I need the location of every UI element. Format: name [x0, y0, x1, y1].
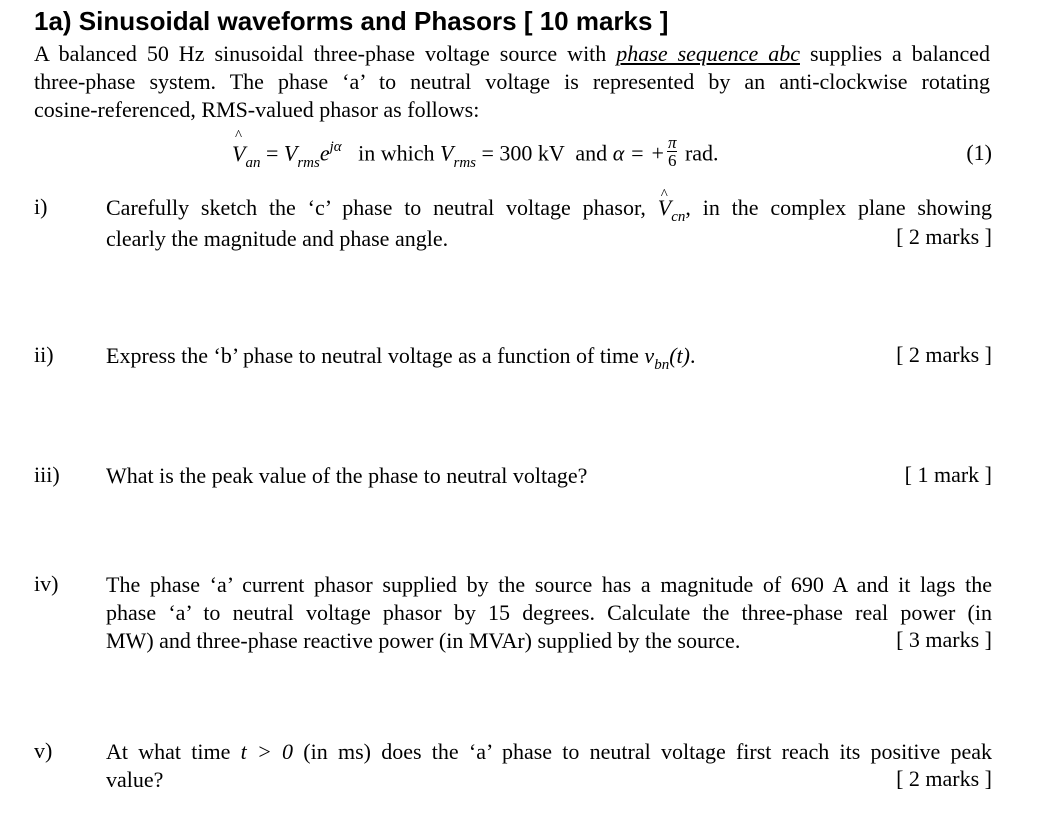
question-text-line-3: MW) and three-phase reactive power (in MVAr) supplied by the source.: [106, 628, 741, 653]
question-text-line-1: At what time t > 0 (in ms) does the ‘a’ phase to neutral voltage first reach its positive peak: [106, 739, 992, 764]
question-label: ii): [34, 342, 54, 367]
question-text-line-1: Carefully sketch the ‘c’ phase to neutral voltage phasor, ^ $V_{cn}$, in the complex plane showing: [106, 194, 992, 225]
question-label: iv): [34, 571, 59, 596]
marks-label: [ 2 marks ]: [896, 224, 992, 249]
intro-line-2: three-phase system. The phase ‘a’ to neutral voltage is represented by an anti-clockwise rotating: [34, 69, 990, 94]
intro-line-3: cosine-referenced, RMS-valued phasor as follows:: [34, 97, 480, 122]
question-label: i): [34, 194, 48, 219]
question-ii: ii) Express the ‘b’ phase to neutral voltage as a function of time $v_{bn}(t)$. [ 2 marks ]: [34, 342, 992, 373]
question-label: iii): [34, 462, 60, 487]
marks-label: [ 3 marks ]: [896, 627, 992, 652]
question-text: What is the peak value of the phase to neutral voltage?: [106, 463, 588, 488]
marks-label: [ 2 marks ]: [896, 342, 992, 367]
question-v: [34, 738, 992, 798]
marks-label: [ 1 mark ]: [904, 462, 992, 487]
question-i: [34, 194, 992, 254]
question-text-line-2: phase ‘a’ to neutral voltage phasor by 15 degrees. Calculate the three-phase real power (in: [106, 600, 992, 625]
phasor-equation: ^ $V_{an} = V_{rms}e^{j\alpha}$ in which $V_{rms} = 300$ kV and α = + $\frac{\pi}{6}$ rad. (1): [232, 138, 992, 180]
phase-sequence-underlined: phase sequence abc: [616, 41, 800, 66]
question-label: v): [34, 738, 53, 763]
marks-label: [ 2 marks ]: [896, 766, 992, 791]
intro-line-1: A balanced 50 Hz sinusoidal three-phase voltage source with phase sequence abc supplies a balanced: [34, 41, 990, 66]
question-text-line-2: clearly the magnitude and phase angle.: [106, 226, 449, 251]
question-text-line-2: value?: [106, 767, 164, 792]
pi-over-six-fraction: $\frac{\pi}{6}$: [667, 133, 677, 170]
question-text-line-1: The phase ‘a’ current phasor supplied by the source has a magnitude of 690 A and it lags the: [106, 572, 992, 597]
question-iv: [34, 571, 992, 661]
question-heading: 1a) Sinusoidal waveforms and Phasors [ 10 marks ]: [34, 6, 669, 36]
question-iii: [34, 462, 992, 494]
equation-number: (1): [966, 140, 992, 165]
intro-paragraph: [34, 40, 990, 124]
